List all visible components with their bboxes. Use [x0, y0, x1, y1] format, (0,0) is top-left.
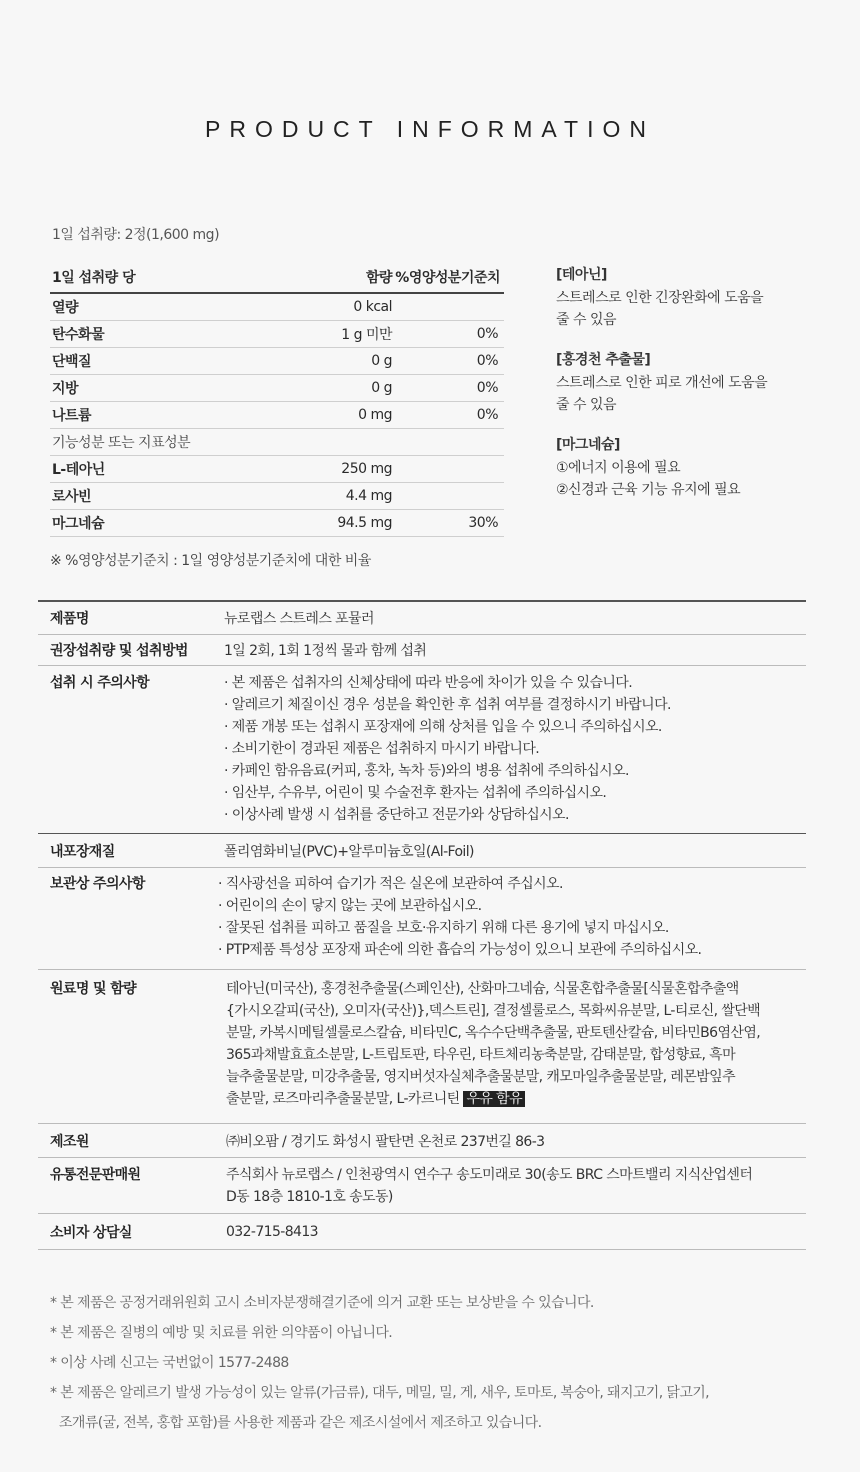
nutrition-row [50, 348, 504, 375]
caution-item: · 제품 개봉 또는 섭취시 포장재에 의해 상처를 입을 수 있으니 주의하십시오. [224, 719, 662, 735]
info-label: 소비자 상담실 [50, 1224, 132, 1241]
nutrient-amount: 0 g [371, 380, 392, 396]
ingredient-line: 늘추출물분말, 미강추출물, 영지버섯자실체추출물분말, 캐모마일추출물분말, 레몬밤잎추 [226, 1069, 735, 1085]
info-value: 폴리염화비닐(PVC)+알루미늄호일(Al-Foil) [224, 843, 474, 860]
nutrient-amount: 0 kcal [353, 299, 392, 315]
nutrient-name: 나트륨 [52, 408, 92, 424]
nutrition-row [50, 375, 504, 402]
claim-line: 줄 수 있음 [556, 397, 616, 413]
footnote: * 본 제품은 질병의 예방 및 치료를 위한 의약품이 아닙니다. [50, 1325, 393, 1341]
ingredient-line: 분말, 카복시메틸셀룰로스칼슘, 비타민C, 옥수수단백추출물, 판토텐산칼슘, 비타민B6염산염, [226, 1025, 761, 1041]
nutrient-amount: 4.4 mg [345, 488, 392, 504]
info-row-product-name [38, 602, 806, 635]
info-value: 1일 2회, 1회 1정씩 물과 함께 섭취 [224, 643, 427, 659]
nutrient-pct: 0% [476, 326, 498, 342]
caution-item: · 이상사례 발생 시 섭취를 중단하고 전문가와 상담하십시오. [224, 807, 569, 823]
nutrition-row [50, 510, 504, 537]
footnote-continued: 조개류(굴, 전복, 홍합 포함)를 사용한 제품과 같은 제조시설에서 제조하고 있습니다. [59, 1415, 542, 1431]
header-amount: 함량 [365, 270, 392, 286]
info-row-distributor [38, 1158, 806, 1214]
caution-item: · 본 제품은 섭취자의 신체상태에 따라 반응에 차이가 있을 수 있습니다. [224, 675, 633, 691]
info-value: 뉴로랩스 스트레스 포뮬러 [224, 611, 374, 627]
nutrient-name: 로사빈 [52, 489, 92, 505]
caution-item: · 카페인 함유음료(커피, 홍차, 녹차 등)와의 병용 섭취에 주의하십시오. [224, 763, 629, 779]
claim-title: [테아닌] [556, 267, 607, 283]
info-label: 권장섭취량 및 섭취방법 [50, 643, 188, 659]
nutrient-amount: 94.5 mg [337, 515, 392, 531]
info-value: 032-715-8413 [226, 1223, 318, 1240]
product-info-table [38, 600, 806, 1250]
claim-title: [마그네슘] [556, 437, 620, 453]
nutrient-name: L-테아닌 [52, 462, 105, 478]
nutrition-row [50, 294, 504, 321]
storage-item: · 잘못된 섭취를 피하고 품질을 보호·유지하기 위해 다른 용기에 넣지 마십시오. [218, 920, 669, 936]
info-row-storage [38, 868, 806, 970]
claim-line: 줄 수 있음 [556, 312, 616, 328]
info-value-list [226, 978, 806, 1123]
claim-line: ①에너지 이용에 필요 [556, 460, 681, 476]
footnote: * 본 제품은 공정거래위원회 고시 소비자분쟁해결기준에 의거 교환 또는 보상받을 수 있습니다. [50, 1295, 594, 1311]
info-row-ingredients [38, 970, 806, 1124]
nutrient-pct: 30% [468, 515, 498, 531]
header-daily-value: %영양성분기준치 [395, 270, 500, 286]
nutrient-pct: 0% [476, 380, 498, 396]
info-label: 내포장재질 [50, 843, 115, 860]
info-row-cautions [38, 666, 806, 834]
functional-ingredients-label: 기능성분 또는 지표성분 [52, 435, 191, 451]
caution-item: · 임산부, 수유부, 어린이 및 수술전후 환자는 섭취에 주의하십시오. [224, 785, 607, 801]
nutrient-amount: 1 g 미만 [341, 327, 392, 343]
nutrition-subheader-row [50, 429, 504, 456]
info-row-packaging [38, 834, 806, 868]
daily-serving: 1일 섭취량: 2정(1,600 mg) [52, 227, 220, 243]
claim-title: [홍경천 추출물] [556, 352, 651, 368]
distributor-line: D동 18층 1810-1호 송도동) [226, 1189, 393, 1205]
functional-claims [556, 263, 836, 518]
claim-rhodiola [556, 348, 836, 416]
info-value-list [226, 1164, 806, 1213]
claim-magnesium [556, 433, 836, 501]
info-value: ㈜비오팜 / 경기도 화성시 팔탄면 온천로 237번길 86-3 [226, 1133, 545, 1150]
storage-item: · 직사광선을 피하여 습기가 적은 실온에 보관하여 주십시오. [218, 876, 563, 892]
claim-theanine [556, 263, 836, 331]
distributor-line: 주식회사 뉴로랩스 / 인천광역시 연수구 송도미래로 30(송도 BRC 스마트밸리 지식산업센터 [226, 1167, 753, 1183]
allergen-highlight: 우유 함유 [463, 1091, 525, 1107]
info-row-consumer [38, 1214, 806, 1250]
nutrition-table [50, 262, 504, 537]
storage-item: · 어린이의 손이 닿지 않는 곳에 보관하십시오. [218, 898, 482, 914]
caution-item: · 알레르기 체질이신 경우 성분을 확인한 후 섭취 여부를 결정하시기 바랍니다. [224, 697, 671, 713]
caution-item: · 소비기한이 경과된 제품은 섭취하지 마시기 바랍니다. [224, 741, 540, 757]
ingredient-line: 테아닌(미국산), 홍경천추출물(스페인산), 산화마그네슘, 식물혼합추출물[식물혼합추출액 [226, 981, 739, 997]
info-value-list [218, 873, 806, 969]
info-label: 제품명 [50, 611, 89, 627]
storage-item: · PTP제품 특성상 포장재 파손에 의한 흡습의 가능성이 있으니 보관에 주의하십시오. [218, 942, 702, 958]
nutrient-pct: 0% [476, 407, 498, 423]
nutrition-row [50, 402, 504, 429]
ingredient-line-last [226, 1088, 806, 1110]
footnotes [50, 1288, 830, 1438]
nutrition-row [50, 483, 504, 510]
info-label: 원료명 및 함량 [50, 981, 137, 997]
info-label: 제조원 [50, 1133, 89, 1150]
info-row-manufacturer [38, 1124, 806, 1158]
footnote: * 이상 사례 신고는 국번없이 1577-2488 [50, 1355, 289, 1371]
nutrient-amount: 0 mg [358, 407, 392, 423]
nutrient-amount: 250 mg [341, 461, 392, 477]
ingredient-line: {가시오갈피(국산), 오미자(국산)},덱스트린], 결정셀룰로스, 목화씨유분말, L-티로신, 쌀단백 [226, 1003, 761, 1019]
ingredient-line: 365과채발효효소분말, L-트립토판, 타우린, 타트체리농축분말, 감태분말, 합성향료, 흑마 [226, 1047, 736, 1063]
nutrient-pct: 0% [476, 353, 498, 369]
footnote: * 본 제품은 알레르기 발생 가능성이 있는 알류(가금류), 대두, 메밀, 밀, 게, 새우, 토마토, 복숭아, 돼지고기, 닭고기, [50, 1385, 710, 1401]
nutrition-row [50, 321, 504, 348]
nutrient-name: 마그네슘 [52, 516, 105, 532]
daily-value-note: ※ %영양성분기준치 : 1일 영양성분기준치에 대한 비율 [50, 553, 371, 569]
claim-line: 스트레스로 인한 긴장완화에 도움을 [556, 290, 764, 306]
nutrient-name: 단백질 [52, 354, 92, 370]
nutrient-name: 탄수화물 [52, 327, 105, 343]
info-label: 섭취 시 주의사항 [50, 675, 150, 691]
info-label: 유통전문판매원 [50, 1167, 141, 1183]
info-row-intake [38, 635, 806, 666]
nutrition-header [50, 262, 504, 294]
info-value-list [224, 672, 806, 833]
ingredient-line: 출분말, 로즈마리추출물분말, L-카르니틴 [226, 1091, 460, 1107]
nutrient-name: 지방 [52, 381, 79, 397]
header-per-serving: 1일 섭취량 당 [52, 270, 136, 286]
page-title: PRODUCT INFORMATION [205, 116, 655, 142]
nutrient-amount: 0 g [371, 353, 392, 369]
claim-line: 스트레스로 인한 피로 개선에 도움을 [556, 375, 768, 391]
nutrition-row [50, 456, 504, 483]
info-label: 보관상 주의사항 [50, 876, 145, 892]
claim-line: ②신경과 근육 기능 유지에 필요 [556, 482, 741, 498]
nutrient-name: 열량 [52, 300, 79, 316]
